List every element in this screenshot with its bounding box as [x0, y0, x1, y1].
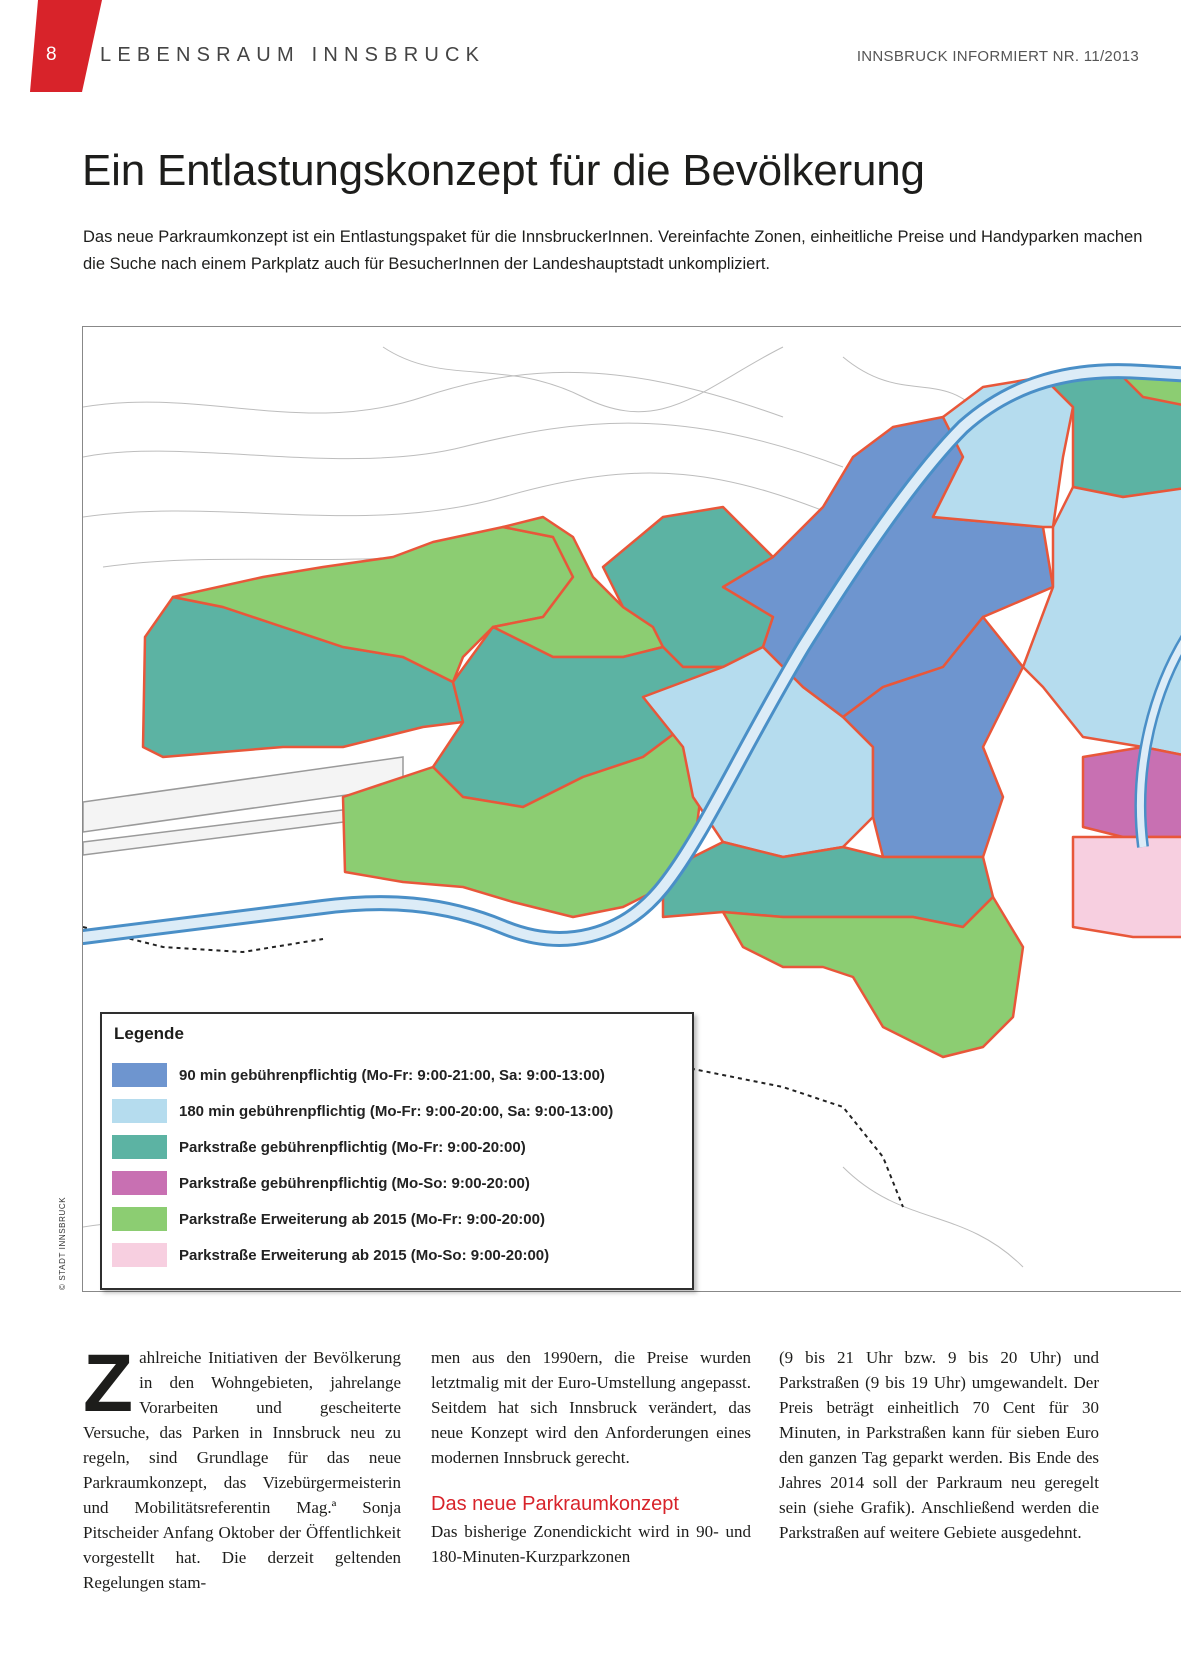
legend-label: Parkstraße gebührenpflichtig (Mo-So: 9:00-20:00) — [179, 1174, 530, 1192]
legend-swatch — [112, 1135, 167, 1159]
legend-item — [112, 1170, 530, 1196]
legend-label: Parkstraße Erweiterung ab 2015 (Mo-Fr: 9:00-20:00) — [179, 1210, 545, 1228]
body-column-2 — [431, 1345, 751, 1569]
section-title: LEBENSRAUM INNSBRUCK — [100, 44, 486, 66]
map-legend — [100, 1012, 694, 1290]
legend-label: 90 min gebührenpflichtig (Mo-Fr: 9:00-21:00, Sa: 9:00-13:00) — [179, 1066, 605, 1084]
legend-label: 180 min gebührenpflichtig (Mo-Fr: 9:00-20:00, Sa: 9:00-13:00) — [179, 1102, 614, 1120]
body-text: Das bisherige Zonendickicht wird in 90- und 180-Minuten-Kurzparkzonen — [431, 1522, 751, 1566]
legend-label: Parkstraße gebührenpflichtig (Mo-Fr: 9:00-20:00) — [179, 1138, 526, 1156]
issue-label: INNSBRUCK INFORMIERT NR. 11/2013 — [856, 48, 1139, 65]
legend-swatch — [112, 1243, 167, 1267]
legend-swatch — [112, 1207, 167, 1231]
legend-item — [112, 1062, 605, 1088]
body-column-1 — [83, 1338, 401, 1595]
legend-item — [112, 1134, 526, 1160]
legend-item — [112, 1242, 549, 1268]
drop-cap: Z — [83, 1338, 134, 1429]
page-number: 8 — [46, 44, 57, 65]
legend-title: Legende — [114, 1024, 184, 1043]
legend-swatch — [112, 1171, 167, 1195]
body-text: (9 bis 21 Uhr bzw. 9 bis 20 Uhr) und Parkstraßen (9 bis 19 Uhr) umgewandelt. Der Preis beträgt einheitlich 70 Cent für 30 Minuten, in Parkstraßen kann für sieben Euro den ganzen Tag geparkt werden. Bis Ende des Jahres 2014 soll der Parkraum neu geregelt sein (siehe Grafik). Anschließend werden die Parkstraßen auf weitere Gebiete ausgedehnt. — [779, 1348, 1099, 1542]
body-text: men aus den 1990ern, die Preise wurden letztmalig mit der Euro-Umstellung angepasst. Seitdem hat sich Innsbruck verändert, das neue Konzept wird den Anforderungen eines modernen Innsbruck gerecht. — [431, 1348, 751, 1467]
body-column-3 — [779, 1345, 1099, 1545]
lead-paragraph: Das neue Parkraumkonzept ist ein Entlastungspaket für die InnsbruckerInnen. Vereinfachte Zonen, einheitliche Preise und Handyparken machen die Suche nach einem Parkplatz auch für BesucherInnen der Landeshauptstadt unkompliziert. — [83, 228, 1143, 273]
page-title: Ein Entlastungskonzept für die Bevölkerung — [82, 146, 925, 195]
legend-swatch — [112, 1099, 167, 1123]
legend-item — [112, 1206, 545, 1232]
legend-label: Parkstraße Erweiterung ab 2015 (Mo-So: 9:00-20:00) — [179, 1246, 550, 1264]
legend-swatch — [112, 1063, 167, 1087]
body-text: ahlreiche Initiativen der Bevölkerung in den Wohngebieten, jahrelange Vorarbeiten und gescheiterte Versuche, das Parken in Innsbruck neu zu regeln, sind Grundlage für das neue Parkraumkonzept, das Vizebürgermeisterin und Mobilitätsreferentin Mag.ª Sonja Pitscheider Anfang Oktober der Öffentlichkeit vorgestellt hat. Die derzeit geltenden Regelungen stam- — [83, 1348, 401, 1592]
photo-credit: © STADT INNSBRUCK — [58, 1196, 67, 1290]
legend-item — [112, 1098, 613, 1124]
section-subheading: Das neue Parkraumkonzept — [431, 1493, 679, 1515]
